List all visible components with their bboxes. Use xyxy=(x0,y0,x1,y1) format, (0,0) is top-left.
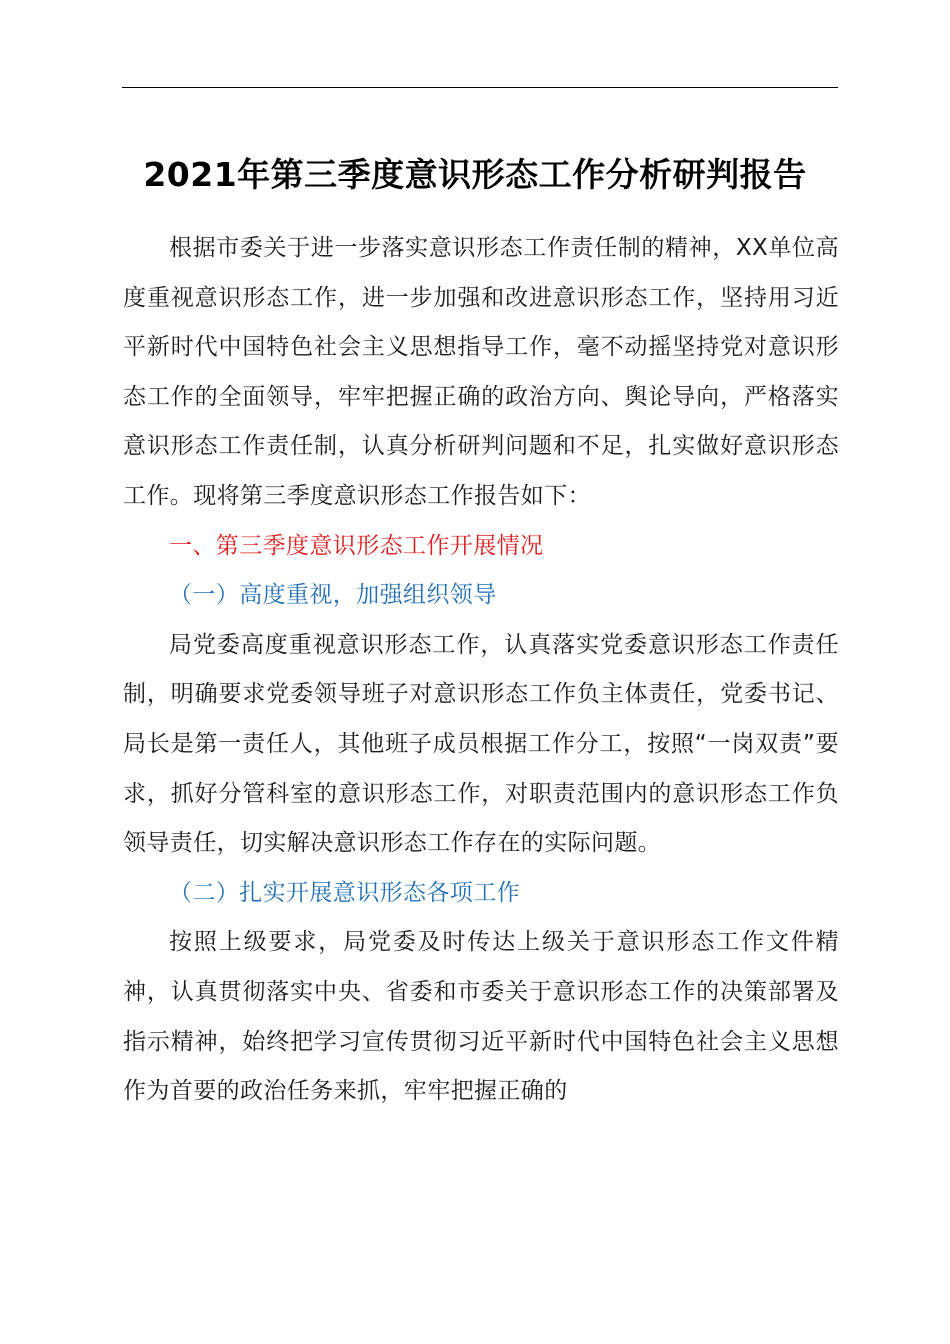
document-title: 2021年第三季度意识形态工作分析研判报告 xyxy=(143,155,807,194)
section-heading-1: 一、第三季度意识形态工作开展情况 xyxy=(169,532,544,559)
subsection-2-paragraph: 按照上级要求，局党委及时传达上级关于意识形态工作文件精神，认真贯彻落实中央、省委和市委关于意识形态工作的决策部署及指示精神，始终把学习宣传贯彻习近平新时代中国特色社会主义思想作为首要的政治任务来抓，牢牢把握正确的 xyxy=(123,929,839,1105)
subsection-heading-1: （一）高度重视，加强组织领导 xyxy=(169,582,497,609)
subsection-1-paragraph: 局党委高度重视意识形态工作，认真落实党委意识形态工作责任制，明确要求党委领导班子对意识形态工作负主体责任，党委书记、局长是第一责任人，其他班子成员根据工作分工，按照“一岗双责”要求，抓好分管科室的意识形态工作，对职责范围内的意识形态工作负领导责任，切实解决意识形态工作存在的实际问题。 xyxy=(123,631,839,857)
document-body xyxy=(123,224,839,1117)
subsection-heading-2: （二）扎实开展意识形态各项工作 xyxy=(169,879,520,906)
intro-paragraph: 根据市委关于进一步落实意识形态工作责任制的精神，XX单位高度重视意识形态工作，进一步加强和改进意识形态工作，坚持用习近平新时代中国特色社会主义思想指导工作，毫不动摇坚持党对意识形态工作的全面领导，牢牢把握正确的政治方向、舆论导向，严格落实意识形态工作责任制，认真分析研判问题和不足，扎实做好意识形态工作。现将第三季度意识形态工作报告如下： xyxy=(123,235,839,509)
header-rule xyxy=(122,87,838,88)
